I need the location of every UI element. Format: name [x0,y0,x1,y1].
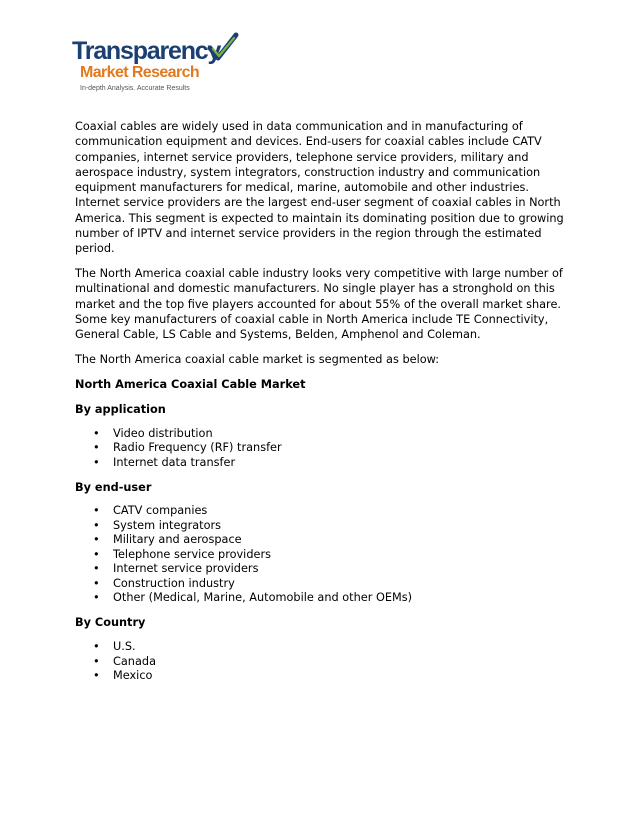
bullet-icon: • [93,640,100,654]
bullet-icon: • [93,518,100,532]
list-item: • Other (Medical, Marine, Automobile and other OEMs) [93,591,413,605]
list-item: • Telephone service providers [93,547,271,561]
bullet-icon: • [93,426,100,440]
list-item: • Video distribution [93,426,213,440]
market-heading: North America Coaxial Cable Market [75,377,306,391]
list-item: • Canada [93,654,156,668]
list-item: • CATV companies [93,504,208,518]
list-item: • System integrators [93,518,222,532]
application-list [75,427,565,471]
bullet-icon: • [93,576,100,590]
bullet-icon: • [93,591,100,605]
segmentation-intro: The North America coaxial cable market is segmented as below: [75,353,440,367]
list-item: • Radio Frequency (RF) transfer [93,441,282,455]
logo-title: Transparency [72,37,221,65]
list-item: • U.S. [93,640,136,654]
bullet-icon: • [93,455,100,469]
bullet-icon: • [93,562,100,576]
section-heading-application: By application [75,402,166,416]
logo-subtitle: Market Research [80,64,200,81]
bullet-icon: • [93,533,100,547]
bullet-icon: • [93,441,100,455]
bullet-icon: • [93,547,100,561]
document-body [75,119,565,693]
section-heading-end-user: By end-user [75,480,152,494]
list-item: • Internet service providers [93,562,259,576]
bullet-icon: • [93,504,100,518]
checkmark-icon [206,32,240,66]
country-list [75,640,565,684]
list-item: • Internet data transfer [93,455,236,469]
list-item: • Mexico [93,669,153,683]
competition-paragraph: The North America coaxial cable industry looks very competitive with large number of multinational and domestic manufacturers. No single player has a stronghold on this market and the top five players accounted for about 55% of the overall market share. Some key manufacturers of coaxial cable in North America include TE Connectivity, General Cable, LS Cable and Systems, Belden, Amphenol and Coleman. [75,267,563,342]
intro-paragraph: Coaxial cables are widely used in data communication and in manufacturing of communication equipment and devices. End-users for coaxial cables include CATV companies, internet service providers, telephone service providers, military and aerospace industry, system integrators, construction industry and communication equipment manufacturers for medical, marine, automobile and other industries. Internet service providers are the largest end-user segment of coaxial cables in North America. This segment is expected to maintain its dominating position due to growing number of IPTV and internet service providers in the region through the estimated period. [75,120,564,256]
section-heading-country: By Country [75,616,146,630]
list-item: • Construction industry [93,576,235,590]
end-user-list [75,504,565,606]
logo-tagline: In-depth Analysis. Accurate Results [80,85,190,92]
company-logo [72,32,242,96]
bullet-icon: • [93,669,100,683]
list-item: • Military and aerospace [93,533,242,547]
bullet-icon: • [93,654,100,668]
